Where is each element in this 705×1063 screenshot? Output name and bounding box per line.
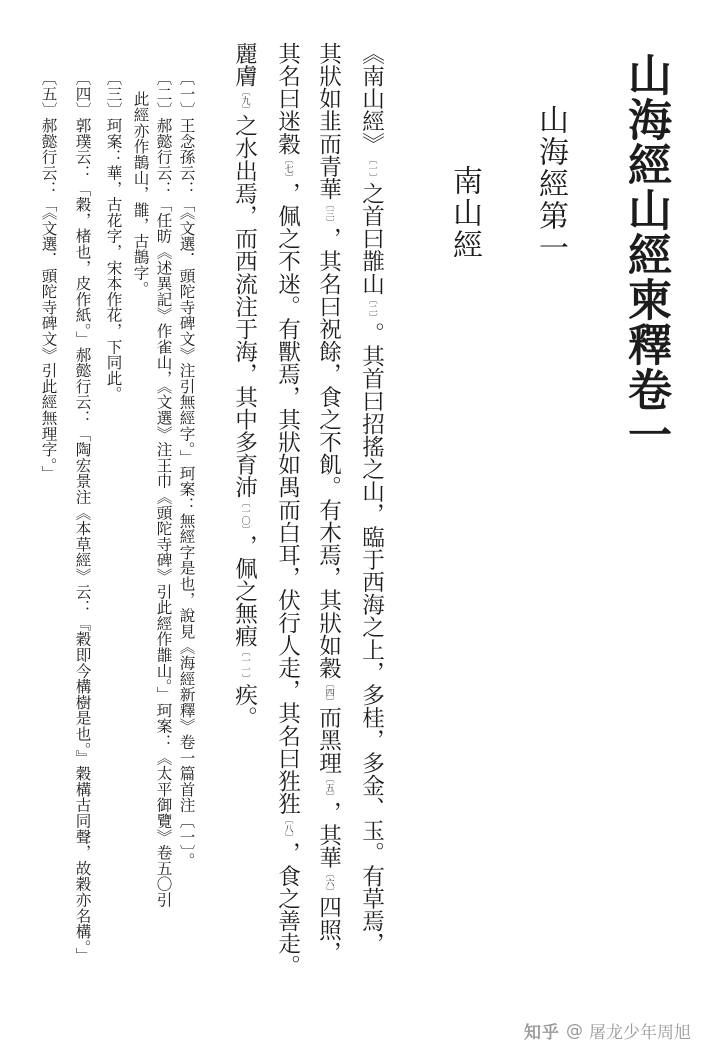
footnote-marker: 〔六〕	[323, 868, 334, 896]
body-text-segment: 其狀如韭而青華	[315, 42, 342, 201]
footnote-marker: 〔四〕	[323, 679, 334, 707]
watermark-brand: 知乎	[524, 1023, 560, 1043]
body-text-segment: ，食之善走。	[274, 841, 301, 978]
note-column: 〔四〕郭璞云：「穀，楮也，皮作紙。」郝懿行云：「陶宏景注《本草經》云：『穀即今構樹是也。』穀構古同聲，故穀亦名構。」	[73, 70, 92, 963]
watermark	[524, 1018, 691, 1043]
watermark-at: @	[566, 1020, 583, 1041]
body-column	[317, 42, 340, 964]
footnote-marker: 〔一一〕	[239, 647, 250, 684]
footnote-marker: 〔二〕	[366, 295, 377, 322]
body-column	[276, 42, 299, 977]
body-column	[233, 42, 256, 729]
body-text-segment: ，其名曰祝餘，食之不飢。有木焉，其狀如穀	[315, 227, 342, 680]
footnote-marker: 〔八〕	[282, 814, 293, 842]
note-column: 〔三〕珂案：華，古花字，宋本作花，下同此。	[104, 70, 123, 402]
body-text-segment: 《南山經》	[358, 42, 385, 155]
body-text-segment: 而黑理	[315, 706, 342, 775]
body-column	[360, 42, 383, 955]
footnote-marker: 〔九〕	[239, 87, 250, 115]
note-column: 此經亦作鵲山，䧿，古鵲字。	[131, 91, 150, 297]
footnote-marker: 〔一〇〕	[239, 498, 250, 535]
section-title: 南山經	[447, 165, 482, 261]
footnote-marker: 〔三〕	[323, 200, 334, 228]
body-text-segment: 四照，	[315, 895, 342, 964]
watermark-author: 屠龙少年周旭	[589, 1023, 691, 1043]
body-text-segment: 之水出焉，而西流注于海，其中多育沛	[231, 114, 258, 499]
footnote-marker: 〔七〕	[282, 155, 293, 182]
body-text-segment: 。其首曰招搖之山，臨于西海之上，多桂，多金、玉。有草焉，	[358, 322, 385, 955]
note-column: 〔一〕王念孫云：「《文選．頭陀寺碑文》注引無經字。」珂案：無經字是也，說見《海經新釋》卷一篇首注〔一〕。	[177, 70, 196, 869]
body-text-segment: 之首曰䧿山	[358, 182, 385, 295]
note-column: 〔二〕郝懿行云：「任昉《述異記》作雀山，《文選》注王巾《頭陀寺碑》引此經作䧿山。」珂案：《太平御覽》卷五〇引	[154, 70, 173, 908]
footnote-marker: 〔一〕	[366, 155, 377, 182]
book-title: 山海經山經柬釋卷一	[620, 52, 671, 457]
body-text-segment: ，佩之無瘕	[231, 534, 258, 648]
body-text-segment: 疾。	[231, 683, 258, 729]
body-text-segment: ，佩之不迷。有獸焉，其狀如禺而白耳，伏行人走，其名曰狌狌	[274, 182, 301, 815]
body-text-segment: 麗膚	[231, 42, 258, 88]
body-text-segment: 其名曰迷穀	[274, 42, 301, 155]
footnote-marker: 〔五〕	[323, 774, 334, 802]
volume-title: 山海經第一	[533, 104, 568, 264]
note-column: 〔五〕郝懿行云：「《文選．頭陀寺碑文》引此經無理字。」	[39, 70, 58, 481]
body-text-segment: ，其華	[315, 801, 342, 869]
